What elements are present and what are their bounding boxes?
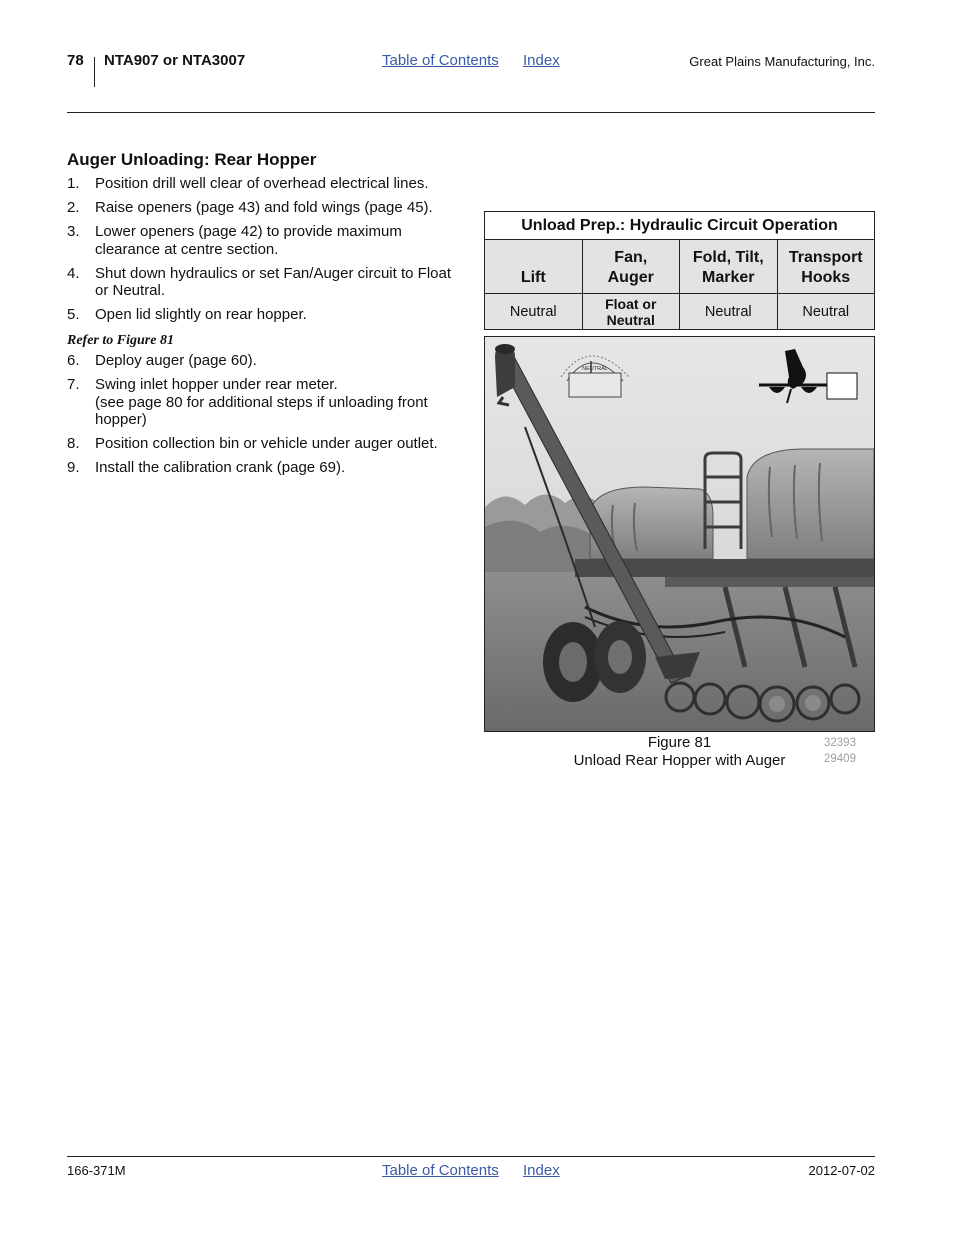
step-item: 2. Raise openers (page 43) and fold wings (page 45). xyxy=(67,199,433,216)
step-item: 7. Swing inlet hopper under rear meter. (see page 80 for additional steps if unloading front hopper) xyxy=(67,376,428,428)
step-item: 1. Position drill well clear of overhead electrical lines. xyxy=(67,175,429,192)
step-item: 6. Deploy auger (page 60). xyxy=(67,352,257,369)
header-divider xyxy=(94,57,95,87)
col-header-lift: Lift xyxy=(485,240,583,294)
doc-number: 166-371M xyxy=(67,1163,126,1178)
table-cell: Float or Neutral xyxy=(582,294,680,330)
figure-title: Unload Rear Hopper with Auger xyxy=(573,751,786,769)
col-header-transport-hooks: Transport Hooks xyxy=(777,240,875,294)
table-cell: Neutral xyxy=(485,294,583,330)
neutral-label: NEUTRAL xyxy=(582,366,608,372)
step-item: 5. Open lid slightly on rear hopper. xyxy=(67,306,307,323)
header-toc-link[interactable]: Table of Contents xyxy=(382,52,499,69)
step-item: 8. Position collection bin or vehicle under auger outlet. xyxy=(67,435,438,452)
section-title: Auger Unloading: Rear Hopper xyxy=(67,150,317,169)
figure-photo xyxy=(484,336,875,732)
figure-caption xyxy=(484,734,875,769)
header-rule xyxy=(67,112,875,113)
footer-toc-link[interactable]: Table of Contents xyxy=(382,1162,499,1179)
model-title: NTA907 or NTA3007 xyxy=(104,52,246,69)
step-note: (see page 80 for additional steps if unloading front hopper) xyxy=(95,393,428,428)
page-number: 78 xyxy=(67,52,84,69)
figure-reference: Refer to Figure 81 xyxy=(67,333,174,348)
table-cell: Neutral xyxy=(680,294,778,330)
doc-date: 2012-07-02 xyxy=(808,1163,875,1178)
figure-id: 29409 xyxy=(824,753,856,765)
step-item: 3. Lower openers (page 42) to provide maximum clearance at centre section. xyxy=(67,223,402,258)
company-name: Great Plains Manufacturing, Inc. xyxy=(689,54,875,69)
footer-rule xyxy=(67,1156,875,1157)
step-item: 4. Shut down hydraulics or set Fan/Auger circuit to Float or Neutral. xyxy=(67,264,452,299)
table-caption: Unload Prep.: Hydraulic Circuit Operation xyxy=(485,212,875,240)
header-index-link[interactable]: Index xyxy=(523,52,560,69)
figure-id: 32393 xyxy=(824,737,856,749)
auger-drill-illustration xyxy=(485,337,874,731)
step-item: 9. Install the calibration crank (page 69). xyxy=(67,459,346,476)
figure-ids xyxy=(824,735,856,767)
footer-index-link[interactable]: Index xyxy=(523,1162,560,1179)
hydraulic-circuit-table xyxy=(484,211,875,330)
steps-list-b xyxy=(67,352,462,483)
table-cell: Neutral xyxy=(777,294,875,330)
col-header-fold-tilt-marker: Fold, Tilt, Marker xyxy=(680,240,778,294)
steps-list-a xyxy=(67,175,462,330)
figure-number: Figure 81 xyxy=(647,734,712,751)
col-header-fan-auger: Fan, Auger xyxy=(582,240,680,294)
